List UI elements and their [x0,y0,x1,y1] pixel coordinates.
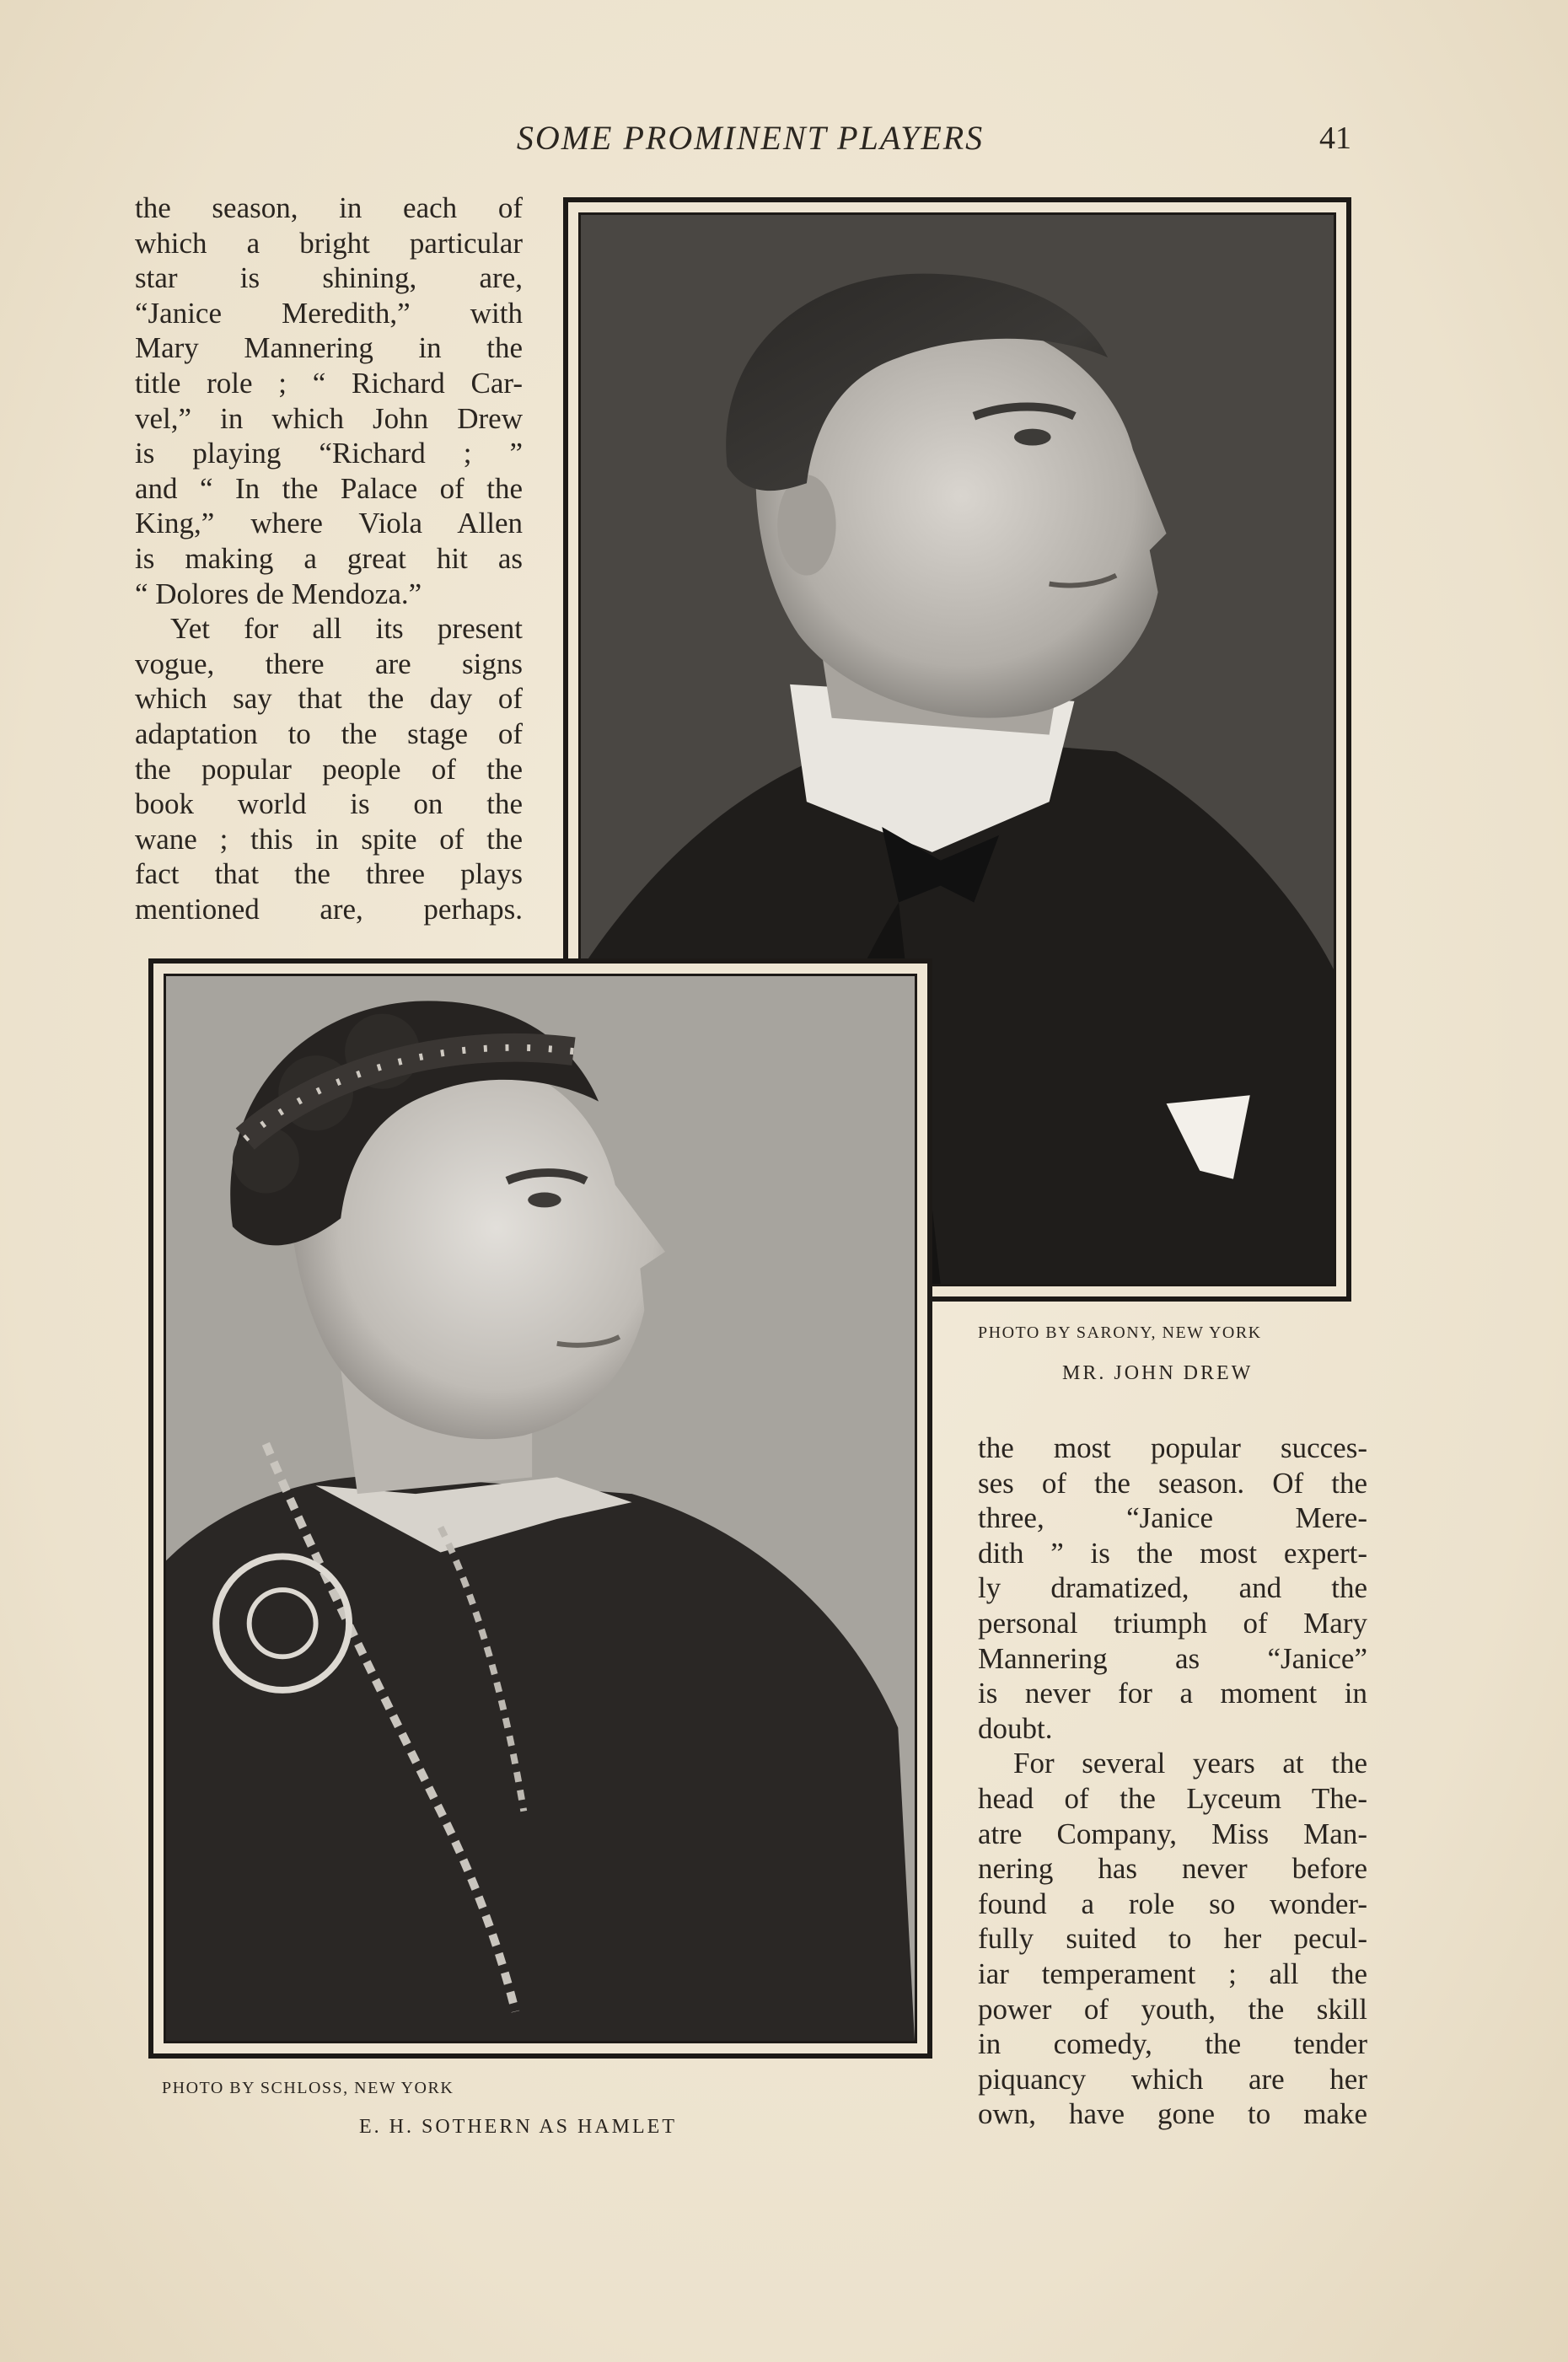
text-line: star is shining, are, [135,261,523,295]
text-line: iar temperament ; all the [978,1957,1367,1990]
text-line: which a bright particular [135,226,523,260]
text-line: is playing “Richard ; ” [135,437,523,470]
text-line: three, “Janice Mere- [978,1501,1367,1535]
text-line: Mannering as “Janice” [978,1641,1367,1675]
text-line: vogue, there are signs [135,647,523,680]
text-line: the most popular succes- [978,1431,1367,1464]
photo-sothern-hamlet [164,974,917,2043]
text-line: vel,” in which John Drew [135,401,523,435]
text-line: Mary Mannering in the [135,331,523,365]
text-line: own, have gone to make [978,2097,1367,2131]
left-text-column [135,191,523,926]
text-line: “ Dolores de Mendoza.” [135,577,422,610]
text-line: wane ; this in spite of the [135,822,523,856]
text-line: ses of the season. Of the [978,1466,1367,1500]
text-line: “Janice Meredith,” with [135,296,523,330]
text-line: atre Company, Miss Man- [978,1817,1367,1850]
photo-caption-drew: MR. JOHN DREW [1062,1362,1254,1384]
photo-caption-sothern: E. H. SOTHERN AS HAMLET [359,2116,678,2138]
text-line: For several years at the [1013,1747,1367,1780]
text-line: title role ; “ Richard Car- [135,366,523,400]
text-line: Yet for all its present [170,612,523,646]
text-line: head of the Lyceum The- [978,1781,1367,1815]
text-line: adaptation to the stage of [135,717,523,750]
text-line: King,” where Viola Allen [135,507,523,540]
text-line: mentioned are, perhaps. [135,892,523,926]
text-line: book world is on the [135,787,523,821]
text-line: fact that the three plays [135,857,523,891]
text-line: is making a great hit as [135,541,523,575]
text-line: in comedy, the tender [978,2027,1367,2061]
text-line: doubt. [978,1711,1053,1745]
text-line: personal triumph of Mary [978,1606,1367,1640]
text-line: which say that the day of [135,682,523,716]
photo-frame-sothern-hamlet [148,958,932,2059]
running-title: SOME PROMINENT PLAYERS [516,119,985,157]
photo-credit-sothern: PHOTO BY SCHLOSS, NEW YORK [162,2079,454,2097]
photo-credit-drew: PHOTO BY SARONY, NEW YORK [978,1323,1262,1342]
text-line: the season, in each of [135,191,523,224]
text-line: piquancy which are her [978,2062,1367,2096]
text-line: nering has never before [978,1852,1367,1886]
page-number: 41 [1319,121,1351,156]
text-line: dith ” is the most expert- [978,1536,1367,1570]
text-line: fully suited to her pecul- [978,1922,1367,1956]
text-line: ly dramatized, and the [978,1571,1367,1605]
text-line: the popular people of the [135,752,523,786]
text-line: and “ In the Palace of the [135,471,523,505]
text-line: found a role so wonder- [978,1887,1367,1920]
text-line: power of youth, the skill [978,1992,1367,2026]
right-text-column [978,1431,1367,2132]
text-line: is never for a moment in [978,1677,1367,1710]
portrait-sothern-hamlet [166,976,915,2041]
